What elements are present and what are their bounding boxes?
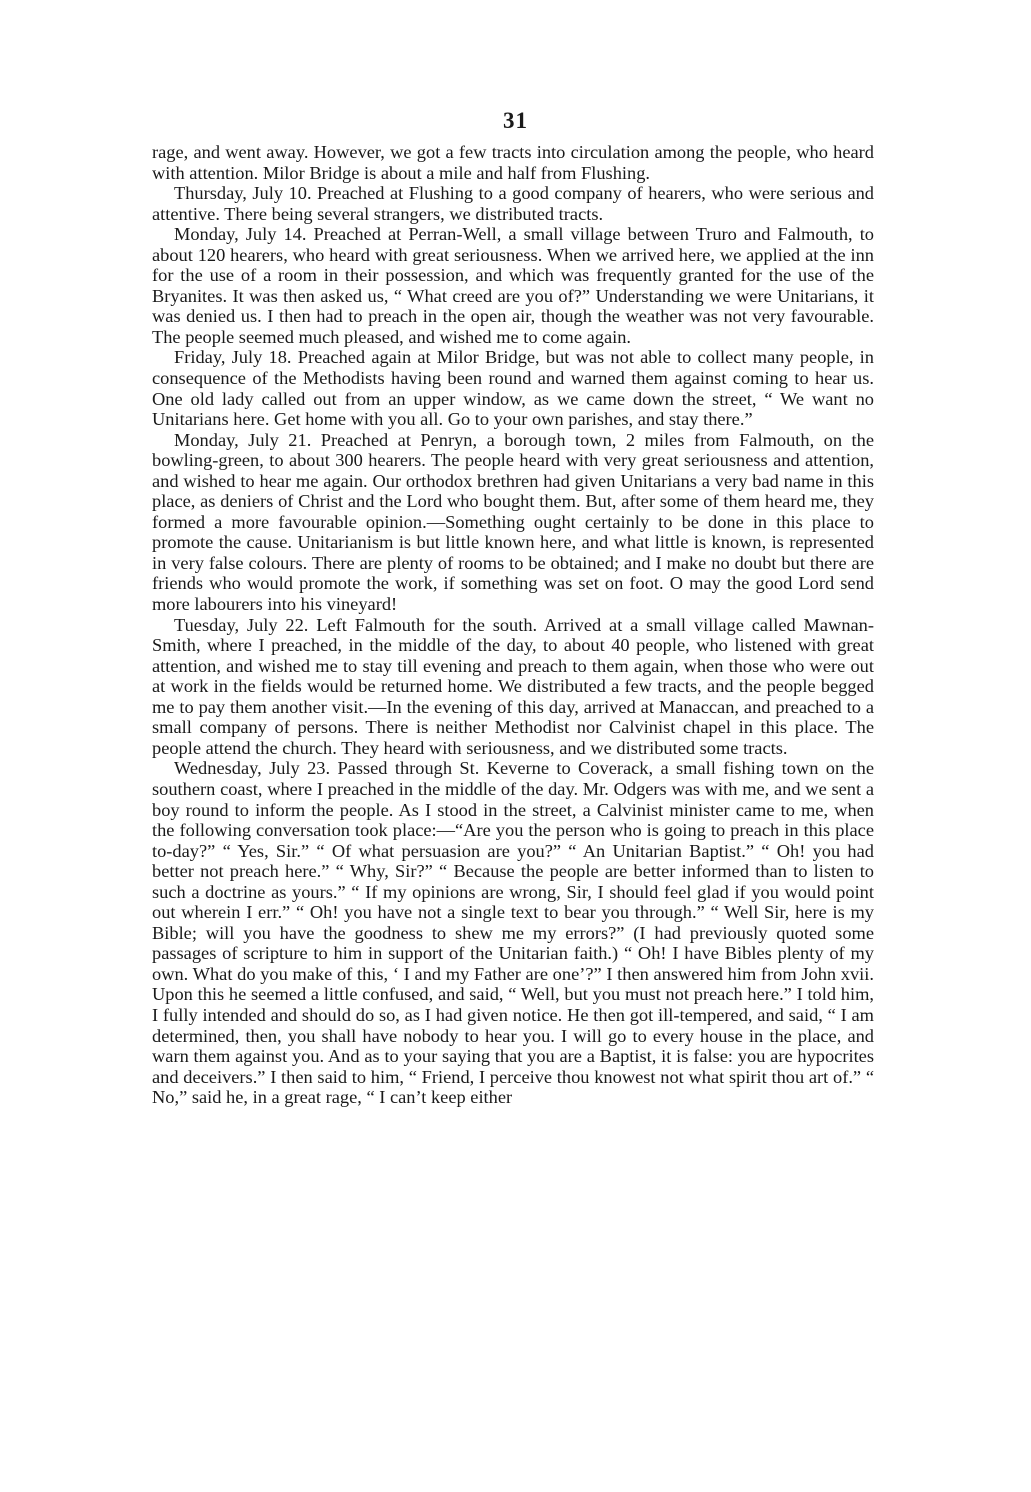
page-number: 31: [503, 108, 528, 133]
body-text: [152, 142, 874, 1108]
paragraph-july-22: Tuesday, July 22. Left Falmouth for the south. Arrived at a small village called Mawnan-Smith, where I preached, in the middle of the day, to about 40 people, who listened with great attention, and wished me to stay till evening and preach to them again, when those who were out at work in the fields would be returned home. We distributed a few tracts, and the people begged me to pay them another visit.—In the evening of this day, arrived at Manaccan, and preached to a small company of persons. There is neither Methodist nor Calvinist chapel in this place. The people attend the church. They heard with seriousness, and we distributed some tracts.: [152, 614, 874, 758]
paragraph-july-23: Wednesday, July 23. Passed through St. Keverne to Coverack, a small fishing town on the southern coast, where I preached in the middle of the day. Mr. Odgers was with me, and we sent a boy round to inform the people. As I stood in the street, a Calvinist minister came to me, when the following conversation took place:—“Are you the person who is going to preach in this place to-day?” “ Yes, Sir.” “ Of what persuasion are you?” “ An Unitarian Baptist.” “ Oh! you had better not preach here.” “ Why, Sir?” “ Because the people are better informed than to listen to such a doctrine as yours.” “ If my opinions are wrong, Sir, I should feel glad if you would point out wherein I err.” “ Oh! you have not a single text to bear you through.” “ Well Sir, here is my Bible; will you have the goodness to shew me my errors?” (I had previously quoted some passages of scripture to him in support of the Unitarian faith.) “ Oh! I have Bibles plenty of my own. What do you make of this, ‘ I and my Father are one’?” I then answered him from John xvii. Upon this he seemed a little confused, and said, “ Well, but you must not preach here.” I told him, I fully intended and should do so, as I had given notice. He then got ill-tempered, and said, “ I am determined, then, you shall have nobody to hear you. I will go to every house in the place, and warn them against you. And as to your saying that you are a Baptist, it is false: you are hypocrites and deceivers.” I then said to him, “ Friend, I perceive thou knowest not what spirit thou art of.” “ No,” said he, in a great rage, “ I can’t keep either: [152, 758, 874, 1108]
paragraph-july-10: Thursday, July 10. Preached at Flushing to a good company of hearers, who were serious and attentive. There being several strangers, we distributed tracts.: [152, 183, 874, 224]
paragraph-july-14: Monday, July 14. Preached at Perran-Well, a small village between Truro and Falmouth, to about 120 hearers, who heard with great seriousness. When we arrived here, we applied at the inn for the use of a room in their possession, and which was frequently granted for the use of the Bryanites. It was then asked us, “ What creed are you of?” Understanding we were Unitarians, it was denied us. I then had to preach in the open air, though the weather was not very favourable. The people seemed much pleased, and wished me to come again.: [152, 224, 874, 347]
paragraph-continuation: rage, and went away. However, we got a few tracts into circulation among the people, who heard with attention. Milor Bridge is about a mile and half from Flushing.: [152, 142, 874, 183]
paragraph-july-18: Friday, July 18. Preached again at Milor Bridge, but was not able to collect many people, in consequence of the Methodists having been round and warned them against coming to hear us. One old lady called out from an upper window, as we came down the street, “ We want no Unitarians here. Get home with you all. Go to your own parishes, and stay there.”: [152, 347, 874, 430]
paragraph-july-21: Monday, July 21. Preached at Penryn, a borough town, 2 miles from Falmouth, on the bowling-green, to about 300 hearers. The people heard with very great seriousness and attention, and wished to hear me again. Our orthodox brethren had given Unitarians a very bad name in this place, as deniers of Christ and the Lord who bought them. But, after some of them heard me, they formed a more favourable opinion.—Something ought certainly to be done in this place to promote the cause. Unitarianism is but little known here, and what little is known, is represented in very false colours. There are plenty of rooms to be obtained; and I make no doubt but there are friends who would promote the work, if something was set on foot. O may the good Lord send more labourers into his vineyard!: [152, 429, 874, 615]
